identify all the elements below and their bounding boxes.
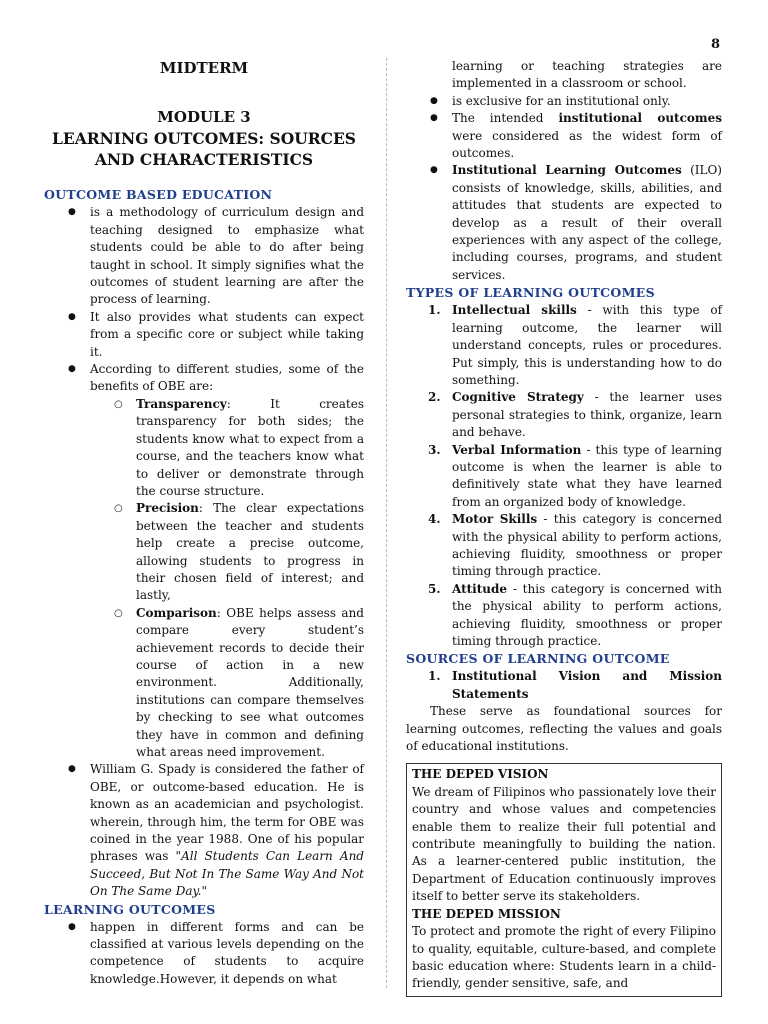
deped-box <box>406 763 722 996</box>
source-number: 1. <box>428 669 441 684</box>
type-number: 5. <box>428 581 441 596</box>
obe-bullet-text: According to different studies, some of the benefits of OBE are: <box>90 362 364 394</box>
list-item <box>44 309 364 361</box>
module-title: LEARNING OUTCOMES: SOURCES AND CHARACTERISTICS <box>52 129 356 170</box>
continued-list <box>406 58 722 284</box>
module-number: MODULE 3 <box>157 108 251 127</box>
list-item-continued <box>406 58 722 93</box>
benefit-item <box>90 500 364 604</box>
midterm-title: MIDTERM <box>159 59 249 77</box>
sources-heading: SOURCES OF LEARNING OUTCOME <box>406 651 670 667</box>
benefit-term: Comparison <box>136 605 217 620</box>
type-term: Attitude <box>452 581 508 596</box>
obe-bullet-text: is a methodology of curriculum design and teaching designed to emphasize what students could be able to do after being taught in school. It simply signifies what the outcomes of student learning are after the process of learning. <box>90 205 364 307</box>
source-item <box>406 668 722 703</box>
intended-text-end: were considered as the widest form of outcomes. <box>452 128 722 161</box>
page-number: 8 <box>710 37 720 52</box>
type-text: - this category is concerned with the physical ability to perform actions, achieving fluidity, smoothness or proper timing through practice. <box>452 581 722 648</box>
types-list <box>406 302 722 650</box>
type-item <box>406 442 722 512</box>
type-term: Motor Skills <box>452 512 538 527</box>
type-item <box>406 302 722 389</box>
right-column <box>406 58 722 997</box>
type-number: 4. <box>428 512 441 527</box>
source-term: Institutional Vision and Mission Statements <box>452 669 722 701</box>
mission-text: To protect and promote the right of every Filipino to quality, equitable, culture-based, and complete basic education where: Students learn in a child-friendly, gender sensitive, safe, and <box>412 924 716 991</box>
benefit-text: : The clear expectations between the teacher and students help create a precise outcome, allowing students to progress in their chosen field of interest; and lastly, <box>136 501 364 603</box>
mission-heading: THE DEPED MISSION <box>412 906 561 921</box>
sources-list <box>406 668 722 703</box>
list-item <box>406 93 722 110</box>
learning-outcomes-list <box>44 919 364 989</box>
type-number: 1. <box>428 303 441 318</box>
type-item <box>406 511 722 581</box>
type-number: 3. <box>428 442 441 457</box>
ilo-term: Institutional Learning Outcomes <box>452 163 682 178</box>
type-text: - the learner uses personal strategies to think, organize, learn and behave. <box>452 390 722 440</box>
lo-bullet-text: happen in different forms and can be classified at various levels depending on the competence of students to acquire knowledge.However, it depends on what <box>90 919 364 986</box>
list-item <box>406 162 722 284</box>
list-item <box>406 110 722 162</box>
benefits-list <box>90 396 364 762</box>
benefit-text: : OBE helps assess and compare every student’s achievement records to decide their course of action in a new environment. Additionally, institutions can compare themselves by checking to see what outcomes they have in common and defining what areas need improvement. <box>136 605 364 759</box>
type-term: Verbal Information <box>452 442 582 457</box>
benefit-item <box>90 396 364 500</box>
types-heading: TYPES OF LEARNING OUTCOMES <box>406 285 655 301</box>
type-number: 2. <box>428 390 441 405</box>
obe-list <box>44 204 364 900</box>
type-term: Intellectual skills <box>452 303 577 318</box>
exclusive-text: is exclusive for an institutional only. <box>452 93 671 108</box>
type-text: - this type of learning outcome is when the learner is able to definitively state what they have learned from an organized body of knowledge. <box>452 442 723 509</box>
benefit-term: Transparency <box>136 396 227 411</box>
benefit-text: : It creates transparency for both sides; the students know what to expect from a course, and the teachers know what to deliver or demonstrate through the course structure. <box>136 396 364 498</box>
type-term: Cognitive Strategy <box>452 390 584 405</box>
left-column <box>44 58 364 988</box>
spady-quote: "All Students Can Learn And Succeed, But Not In The Same Way And Not On The Same Day." <box>90 849 364 899</box>
vision-text: We dream of Filipinos who passionately love their country and whose values and competencies enable them to realize their full potential and contribute meaningfully to building the nation. As a learner-centered public institution, the Department of Education continuously improves itself to better serve its stakeholders. <box>412 784 716 904</box>
type-text: - with this type of learning outcome, the learner will understand concepts, rules or procedures. Put simply, this is understanding how to do something. <box>452 303 723 387</box>
benefit-term: Precision <box>136 501 199 516</box>
benefit-item <box>90 605 364 762</box>
learning-outcomes-heading: LEARNING OUTCOMES <box>44 901 216 917</box>
type-text: - this category is concerned with the physical ability to perform actions, achieving fluidity, smoothness or proper timing through practice. <box>452 512 722 579</box>
obe-heading: OUTCOME BASED EDUCATION <box>44 187 273 203</box>
type-item <box>406 581 722 651</box>
list-item <box>44 761 364 900</box>
list-item <box>44 361 364 761</box>
column-divider <box>386 58 387 988</box>
list-item <box>44 919 364 989</box>
type-item <box>406 389 722 441</box>
sources-paragraph: These serve as foundational sources for learning outcomes, reflecting the values and goals of educational institutions. <box>406 704 722 754</box>
spady-text: William G. Spady is considered the father of OBE, or outcome-based education. He is known as an academician and psychologist. wherein, through him, the term for OBE was coined in the year 1988. One of his popular phrases was <box>90 762 364 864</box>
obe-bullet-text: It also provides what students can expect from a specific core or subject while taking it. <box>90 309 364 359</box>
intended-text: The intended <box>452 111 559 126</box>
vision-heading: THE DEPED VISION <box>412 767 549 782</box>
continued-text: learning or teaching strategies are implemented in a classroom or school. <box>452 59 722 91</box>
ilo-text: (ILO) consists of knowledge, skills, abilities, and attitudes that students are expected to develop as a result of their overall experiences with any aspect of the college, including courses, programs, and student services. <box>452 163 722 282</box>
list-item <box>44 204 364 308</box>
intended-bold: institutional outcomes <box>558 111 722 126</box>
